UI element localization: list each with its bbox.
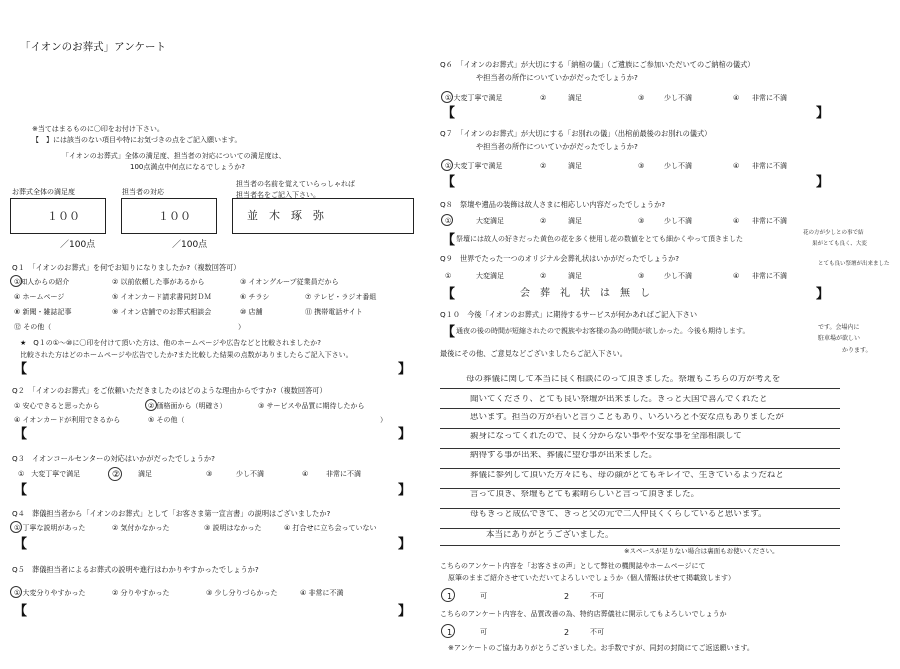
final-line [440, 408, 840, 409]
final-comment-line: 聞いてくださり、とても良い祭壇が出来ました。きっと天国で喜んでくれたと [470, 395, 768, 404]
overall-unit: ／100点 [60, 240, 96, 250]
q4-selected-circle [10, 521, 22, 533]
q3-option-1[interactable]: ① 大変丁寧で満足 [18, 470, 81, 478]
q9-option-3-num[interactable]: ③ [638, 272, 645, 280]
q6-option-1[interactable]: ① 大変丁寧で満足 [445, 94, 503, 102]
q1-open-bracket: 【 [14, 362, 28, 377]
q8-option-1-label: 大変満足 [476, 217, 504, 225]
q3-option-2-num[interactable]: ② [112, 470, 121, 480]
q10-answer-margin-3: かります。 [842, 347, 872, 354]
q3-open-bracket: 【 [14, 483, 28, 498]
q4-option-3[interactable]: ③ 説明はなかった [204, 524, 262, 532]
q9-option-4-label: 非常に不満 [752, 272, 787, 280]
q6-heading-2: や担当者の所作についていかがだったでしょうか? [476, 73, 638, 82]
q10-heading: Q１０ 今後「イオンのお葬式」に期待するサービスが何かあればご記入下さい [440, 310, 698, 319]
q1-option-6[interactable]: ⑥ チラシ [240, 293, 270, 301]
q1-option-1[interactable]: ①知人からの紹介 [14, 278, 70, 286]
q10-answer-margin-2: 駐車場が欲しい [818, 335, 861, 342]
consent-2-option-1-num[interactable]: 1 [447, 628, 453, 637]
q6-selected-circle [441, 91, 453, 103]
q6-option-4-label: 非常に不満 [752, 94, 787, 102]
q8-answer[interactable]: 祭壇には故人の好きだった黄色の花を多く使用し花の数値をとても細かくやって頂きました [456, 235, 743, 243]
page-title: 「イオンのお葬式」アンケート [20, 41, 167, 53]
q1-selected-circle [10, 275, 22, 287]
q6-heading-1: Q６ 「イオンのお葬式」が大切にする「納棺の儀」（ご遺族にご参加いただいてのご納棺の儀式） [440, 60, 755, 69]
q1-close-bracket: 】 [398, 362, 412, 377]
q3-selected-circle [108, 467, 122, 481]
q8-option-2-num[interactable]: ② [540, 217, 547, 225]
q9-option-1-num[interactable]: ① [445, 272, 452, 280]
q8-option-4-num[interactable]: ④ [733, 217, 740, 225]
final-line [440, 488, 840, 489]
staff-label: 担当者の対応 [122, 188, 164, 196]
staff-score-value: １００ [158, 210, 191, 223]
q1-option-9[interactable]: ⑨ イオン店舗でのお葬式相談会 [112, 308, 212, 316]
consent-1-line-1: こちらのアンケート内容を「お客さまの声」として弊社の機関誌やホームページにて [440, 562, 706, 570]
q2-heading: Q２ 「イオンのお葬式」をご依頼いただきましたのはどのような理由からですか?（複数回答可） [12, 386, 327, 395]
q2-option-5[interactable]: ⑤ その他（ [148, 416, 185, 424]
q3-heading: Q３ イオンコールセンターの対応はいかがだったでしょうか? [12, 454, 215, 463]
consent-2-line: こちらのアンケート内容を、品質改善の為、特約店葬儀社に開示してもよろしいでしょうか [440, 610, 727, 618]
q8-option-4-label: 非常に不満 [752, 217, 787, 225]
q3-close-bracket: 】 [398, 483, 412, 498]
q7-option-2-label: 満足 [568, 162, 582, 170]
q8-option-2-label: 満足 [568, 217, 582, 225]
q5-close-bracket: 】 [398, 604, 412, 619]
overall-score-box[interactable] [10, 198, 106, 234]
q5-option-2[interactable]: ② 分りやすかった [112, 589, 170, 597]
q4-open-bracket: 【 [14, 537, 28, 552]
q6-option-4-num[interactable]: ④ [733, 94, 740, 102]
name-label-2: 担当者名をご記入下さい。 [236, 191, 320, 199]
q5-option-3[interactable]: ③ 少し分りづらかった [206, 589, 278, 597]
final-heading: 最後にその他、ご意見などございましたらご記入下さい。 [440, 349, 627, 358]
q2-option-1[interactable]: ① 安心できると思ったから [14, 402, 100, 410]
q1-option-2[interactable]: ② 以前依頼した事があるから [112, 278, 205, 286]
q4-option-1[interactable]: ① 丁寧な説明があった [14, 524, 86, 532]
staff-unit: ／100点 [172, 240, 208, 250]
q7-option-2-num[interactable]: ② [540, 162, 547, 170]
q6-open-bracket: 【 [442, 106, 456, 121]
q1-option-11[interactable]: ⑪ 携帯電話サイト [305, 308, 363, 316]
q9-option-3-label: 少し不満 [664, 272, 692, 280]
consent-1-option-1-label: 可 [480, 592, 487, 600]
q9-option-1-label: 大変満足 [476, 272, 504, 280]
q7-option-1[interactable]: ① 大変丁寧で満足 [445, 162, 503, 170]
final-line [440, 388, 840, 389]
instruction-line-2: 【 】には該当のない項目や特にお気づきの点をご記入願います。 [32, 136, 242, 144]
q8-heading: Q８ 祭壇や遺品の装飾は故人さまに相応しい内容だったでしょうか? [440, 200, 666, 209]
q3-option-3-label: 少し不満 [236, 470, 264, 478]
overall-label: お葬式全体の満足度 [12, 188, 75, 196]
overall-score-value: １００ [47, 210, 80, 223]
q7-heading-1: Q７ 「イオンのお葬式」が大切にする「お別れの儀」（出棺前最後のお別れの儀式） [440, 129, 712, 138]
satisfaction-intro-1: 「イオンのお葬式」全体の満足度、担当者の対応についての満足度は、 [62, 152, 286, 160]
staff-name-box[interactable] [232, 198, 414, 234]
final-line [440, 428, 840, 429]
q7-option-4-num[interactable]: ④ [733, 162, 740, 170]
q2-open-bracket: 【 [14, 427, 28, 442]
q8-answer-margin-3: とても良い祭壇が出来ました [818, 261, 890, 267]
space-note: ※スペースが足りない場合は裏面もお使いください。 [624, 547, 779, 555]
q9-option-2-label: 満足 [568, 272, 582, 280]
final-line [440, 508, 840, 509]
satisfaction-intro-2: 100点満点中何点になるでしょうか? [130, 163, 246, 171]
q7-option-3-num[interactable]: ③ [638, 162, 645, 170]
final-line [440, 545, 840, 546]
q7-option-3-label: 少し不満 [664, 162, 692, 170]
consent-2-option-2-num[interactable]: 2 [564, 628, 570, 637]
q1-other-close: ） [238, 323, 245, 331]
final-comment-line: 葬儀に参列して頂いた方々にも、母の顔がとてもキレイで、生きているようだねと [470, 471, 784, 480]
q6-option-3-num[interactable]: ③ [638, 94, 645, 102]
instruction-line-1: ※当てはまるものに〇印をお付け下さい。 [32, 125, 164, 133]
q1-option-4[interactable]: ④ ホームページ [14, 293, 65, 301]
q2-selected-circle [145, 399, 157, 411]
q6-option-2-num[interactable]: ② [540, 94, 547, 102]
final-comment-line: 言って頂き、祭壇もとても素晴らしいと言って頂きました。 [470, 490, 700, 499]
q8-option-3-num[interactable]: ③ [638, 217, 645, 225]
q9-heading: Q９ 世界でたった一つのオリジナル会葬礼状はいかがだったでしょうか? [440, 254, 680, 263]
consent-1-line-2: 原筆のままご紹介させていただいてよろしいでしょうか（個人情報は伏せて掲載致します） [448, 574, 735, 582]
q1-option-3[interactable]: ③ イオングループ従業員だから [240, 278, 339, 286]
q6-close-bracket: 】 [816, 106, 830, 121]
q3-option-4-num[interactable]: ④ [302, 470, 309, 478]
q9-open-bracket: 【 [442, 287, 456, 302]
consent-1-option-1-num[interactable]: 1 [447, 592, 453, 601]
q8-option-3-label: 少し不満 [664, 217, 692, 225]
q7-selected-circle [441, 159, 453, 171]
q1-sub-2: 比較された方はどのホームページや広告でしたか?また比較した結果の点数がありましたらご記入下さい。 [20, 351, 353, 359]
q7-option-4-label: 非常に不満 [752, 162, 787, 170]
q4-close-bracket: 】 [398, 537, 412, 552]
final-comment-line: 母の葬儀に関して本当に良く相談にのって頂きました。祭壇もこちらの方が考えを [466, 375, 781, 384]
q4-heading: Q４ 葬儀担当者から「イオンのお葬式」として「お客さま第一宣言書」の説明はございましたか? [12, 509, 331, 518]
q10-open-bracket: 【 [442, 325, 456, 340]
staff-name-value: 並 木 琢 弥 [247, 209, 324, 222]
q9-close-bracket: 】 [816, 287, 830, 302]
q4-option-2[interactable]: ② 気付かなかった [112, 524, 170, 532]
q8-open-bracket: 【 [442, 233, 456, 248]
q2-close-bracket: 】 [398, 427, 412, 442]
q1-heading: Q１ 「イオンのお葬式」を何でお知りになりましたか?（複数回答可） [12, 263, 241, 272]
q5-selected-circle [10, 586, 22, 598]
q3-option-4-label: 非常に不満 [326, 470, 361, 478]
footer-note: ※アンケートのご協力ありがとうございました。お手数ですが、同封の封筒にてご返送願います。 [448, 644, 754, 652]
q8-option-1-num[interactable]: ① [445, 217, 452, 225]
q1-option-10[interactable]: ⑩ 店舗 [240, 308, 263, 316]
q2-option-4[interactable]: ④ イオンカードが利用できるから [14, 416, 121, 424]
q5-open-bracket: 【 [14, 604, 28, 619]
q2-other-close: ） [380, 416, 387, 424]
q8-answer-margin-1: 花の方が少しとの事で結 [803, 230, 864, 236]
consent-2-option-1-label: 可 [480, 628, 487, 636]
q8-answer-margin-2: 果がとても良く、大変 [812, 241, 867, 247]
consent-2-option-2-label: 不可 [590, 628, 604, 636]
final-line [440, 448, 840, 449]
q10-answer[interactable]: 通夜の後の時間が短縮されたので親族やお客様の為の時間が欲しかった。今後も期待します。 [456, 327, 750, 335]
q6-option-2-label: 満足 [568, 94, 582, 102]
q10-answer-margin-1: です。会場内に [818, 324, 860, 331]
staff-score-box[interactable] [121, 198, 217, 234]
final-line [440, 528, 840, 529]
q9-option-4-num[interactable]: ④ [733, 272, 740, 280]
q9-option-2-num[interactable]: ② [540, 272, 547, 280]
q5-heading: Q５ 葬儀担当者によるお葬式の説明や進行はわかりやすかったでしょうか? [12, 565, 259, 574]
q7-heading-2: や担当者の所作についていかがだったでしょうか? [476, 142, 638, 151]
q1-option-other[interactable]: ⑫ その他（ [14, 323, 52, 331]
consent-1-option-2-num[interactable]: 2 [564, 592, 570, 601]
q1-option-8[interactable]: ⑧ 新聞・雑誌記事 [14, 308, 72, 316]
q2-option-3[interactable]: ③ サービスや品質に期待したから [258, 402, 365, 410]
q2-option-2[interactable]: ② 価格面から（明確さ） [148, 402, 227, 410]
final-line [440, 468, 840, 469]
q1-option-7[interactable]: ⑦ テレビ・ラジオ番組 [305, 293, 377, 301]
final-comment-line: 本当にありがとうございました。 [486, 530, 614, 540]
q8-selected-circle [441, 214, 453, 226]
q1-option-5[interactable]: ⑤ イオンカード請求書同封ＤＭ [112, 293, 212, 301]
q9-answer[interactable]: 会 葬 礼 状 は 無 し [520, 288, 650, 299]
consent-1-selected-circle [441, 588, 455, 602]
q7-close-bracket: 】 [816, 175, 830, 190]
q5-option-1[interactable]: ① 大変分りやすかった [14, 589, 86, 597]
q6-option-3-label: 少し不満 [664, 94, 692, 102]
q7-open-bracket: 【 [442, 175, 456, 190]
final-comment-line: 納得する事が出来、葬儀に望む事が出来ました。 [470, 451, 658, 460]
final-comment-line: 親身になってくれたので、良く分からない事や不安な事を全部相談して [470, 432, 742, 441]
final-comment-line: 思います。担当の方が若いと言うこともあり、いろいろと不安な点もありましたが [470, 413, 784, 422]
q1-sub-1: ★ Q１の①～⑩に〇印を付けて頂いた方は、他のホームページや広告などと比較されましたか? [20, 339, 321, 347]
q5-option-4[interactable]: ④ 非常に不満 [300, 589, 344, 597]
final-comment-line: 母もきっと成仏できて、きっと父の元で二人仲良くくらしていると思います。 [470, 510, 767, 519]
consent-1-option-2-label: 不可 [590, 592, 604, 600]
consent-2-selected-circle [441, 624, 455, 638]
name-label-1: 担当者の名前を覚えていらっしゃれば [236, 180, 355, 188]
q3-option-3-num[interactable]: ③ [206, 470, 213, 478]
q4-option-4[interactable]: ④ 打合せに立ち会っていない [284, 524, 377, 532]
q3-option-2-label: 満足 [138, 470, 152, 478]
